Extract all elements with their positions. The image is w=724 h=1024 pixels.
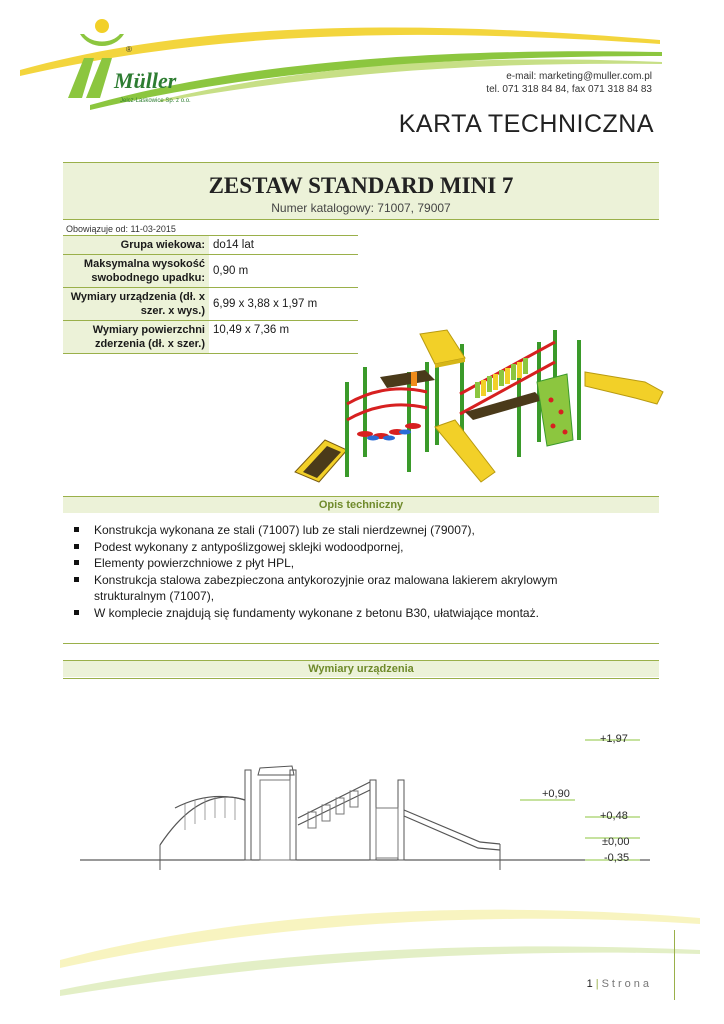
elevation-platform: +0,48	[600, 810, 628, 822]
bullet-icon	[74, 527, 79, 532]
playground-illustration	[285, 322, 670, 492]
elevation-ground: ±0,00	[602, 836, 630, 848]
spec-label: Grupa wiekowa:	[63, 236, 209, 255]
bullet-icon	[74, 544, 79, 549]
footer-divider	[674, 930, 675, 1000]
logo-wordmark: Müller	[114, 68, 177, 93]
bullet-icon	[74, 610, 79, 615]
section-dimensions-title: Wymiary urządzenia	[63, 660, 659, 677]
spec-row	[63, 255, 358, 288]
catalog-number: Numer katalogowy: 71007, 79007	[271, 201, 451, 215]
spec-value: 0,90 m	[213, 265, 249, 277]
document-type-title: KARTA TECHNICZNA	[398, 110, 654, 138]
spec-row	[63, 236, 358, 255]
list-item: W komplecie znajdują się fundamenty wykonane z betonu B30, ułatwiające montaż.	[72, 605, 612, 622]
spec-label: Wymiary powierzchni zderzenia (dł. x szer.)	[63, 321, 209, 354]
product-title: ZESTAW STANDARD MINI 7	[208, 173, 514, 198]
bullet-icon	[74, 577, 79, 582]
valid-from: Obowiązuje od: 11-03-2015	[66, 224, 176, 234]
spec-label: Maksymalna wysokość swobodnego upadku:	[63, 255, 209, 288]
elevation-foundation: -0,35	[604, 852, 630, 864]
page-number-value: 1	[586, 978, 593, 990]
spec-value: 10,49 x 7,36 m	[213, 324, 290, 336]
spec-value: do14 lat	[213, 239, 254, 251]
svg-text:®: ®	[126, 45, 132, 54]
page-number	[587, 978, 652, 990]
page-word: Strona	[601, 978, 652, 990]
spec-label: Wymiary urządzenia (dł. x szer. x wys.)	[63, 288, 209, 321]
bullet-icon	[74, 560, 79, 565]
elevation-top: +1,97	[600, 733, 628, 745]
elevation-drawing	[80, 720, 650, 880]
list-item: Elementy powierzchniowe z płyt HPL,	[72, 555, 612, 572]
spec-row	[63, 288, 358, 321]
list-item: Konstrukcja stalowa zabezpieczona antykorozyjnie oraz malowana lakierem akrylowym strukturalnym (71007),	[72, 572, 612, 605]
page-separator: |	[595, 978, 599, 990]
list-item: Podest wykonany z antypoślizgowej sklejki wodoodpornej,	[72, 539, 612, 556]
svg-text:Jelcz-Laskowice Sp. z o.o.: Jelcz-Laskowice Sp. z o.o.	[120, 98, 191, 104]
elevation-fall: +0,90	[542, 788, 570, 800]
company-logo	[60, 12, 220, 112]
contact-info	[486, 70, 652, 96]
list-item: Konstrukcja wykonana ze stali (71007) lub ze stali nierdzewnej (79007),	[72, 522, 612, 539]
footer-swoosh	[0, 890, 724, 1024]
spec-value: 6,99 x 3,88 x 1,97 m	[213, 298, 318, 310]
product-title-box	[63, 162, 659, 220]
section-divider	[63, 678, 659, 679]
description-list	[72, 522, 612, 621]
contact-email: e-mail: marketing@muller.com.pl	[506, 71, 652, 82]
section-divider	[63, 643, 659, 644]
section-description-title: Opis techniczny	[63, 496, 659, 513]
contact-phone: tel. 071 318 84 84, fax 071 318 84 83	[486, 84, 652, 95]
